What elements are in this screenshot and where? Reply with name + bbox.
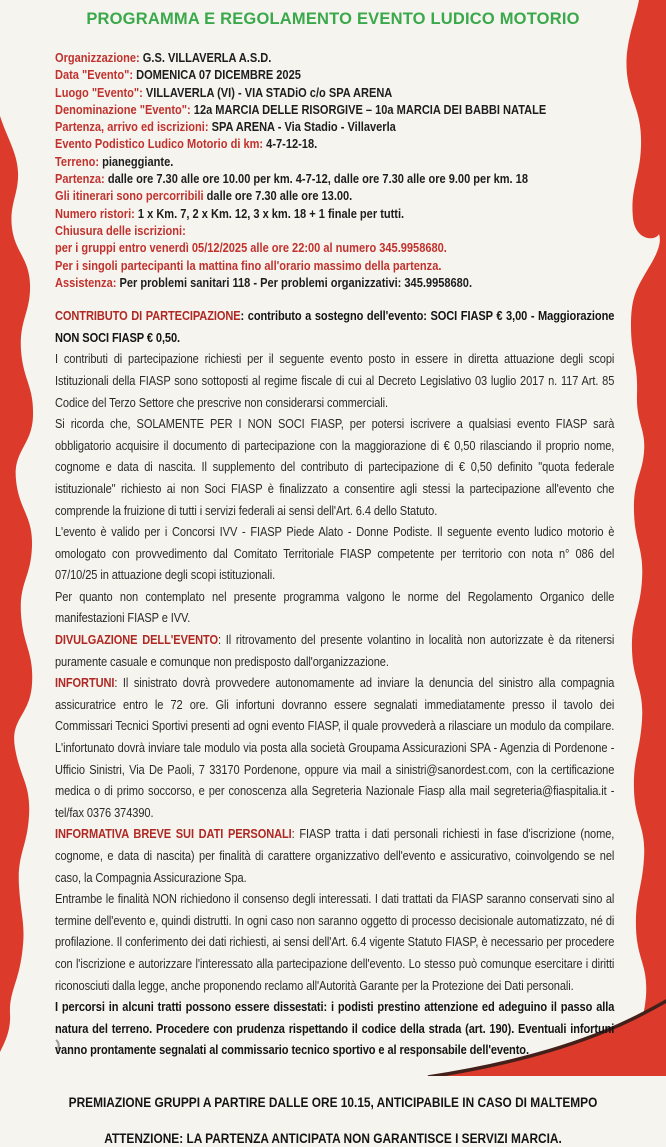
section-informativa-paragraph xyxy=(55,823,614,888)
section-infortuni-paragraph xyxy=(55,672,614,823)
info-label: Organizzazione: xyxy=(55,50,140,65)
info-line-singoli xyxy=(55,257,574,274)
info-value: 12a MARCIA DELLE RISORGIVE – 10a MARCIA DEI BABBI NATALE xyxy=(190,101,547,117)
info-label: per i gruppi entro venerdì 05/12/2025 alle ore 22:00 al numero 345.9958680. xyxy=(55,240,447,256)
info-line-data-evento xyxy=(55,66,574,83)
info-line-chiusura-iscrizioni xyxy=(55,222,574,239)
regulation-text-block xyxy=(55,305,614,1061)
info-line-orari-partenza xyxy=(55,170,574,187)
info-label: Denominazione "Evento": xyxy=(55,101,191,117)
info-label: Per i singoli partecipanti la mattina fino all'orario massimo della partenza. xyxy=(55,257,442,273)
info-label: Partenza: xyxy=(55,171,105,187)
paragraph-contributi-richiesti: I contributi di partecipazione richiesti per il seguente evento posto in essere in diretta attuazione degli scopi Istituzionali della FIASP sono sottoposti al regime fiscale di cui al Decreto Legislativo 03 luglio 2017 n. 117 Art. 85 Codice del Terzo Settore che prescrive non considerarsi commerciali. xyxy=(55,351,615,410)
section-header-contributo: CONTRIBUTO DI PARTECIPAZIONE xyxy=(55,308,241,324)
info-value: G.S. VILLAVERLA A.S.D. xyxy=(139,50,272,65)
section-lead-divulgazione: : Il ritrovamento del presente volantino in località non autorizzate è da ritenersi puramente casuale e comunque non predisposto dall'organizzazione. xyxy=(55,632,615,669)
paragraph-percorsi-warning: I percorsi in alcuni tratti possono essere dissestati: i podisti prestino attenzione ed adeguino il passo alla natura del terreno. Procedere con prudenza rispettando il codice della strada (art. 190). Eventuali infortuni vanno prontamente segnalati al commissario tecnico sportivo e al responsabile dell'evento. xyxy=(55,999,615,1058)
section-lead-informativa: : FIASP tratta i dati personali richiesti in fase d'iscrizione (nome, cognome, e data di nascita) per finalità di carattere organizzativo dell'evento e assicurativo, coinvolgendo se nel caso, la Compagnia Assicurazione Spa. xyxy=(55,826,615,885)
info-line-ristori xyxy=(55,205,574,222)
paragraph-entrambe-finalita: Entrambe le finalità NON richiedono il consenso degli interessati. I dati trattati da FIASP saranno conservati sino al termine dell'evento e, quindi distrutti. In ogni caso non saranno oggetto di processo decisionale automatizzato, né di profilazione. Il conferimento dei dati richiesti, ai sensi dell'Art. 6.4 vigente Statuto FIASP, è necessario per procedere con l'iscrizione e autorizzare l'interessato alla partecipazione dell'evento. Lo stesso può comunque esercitare i diritti riconosciuti dalla legge, anche proponendo reclamo all'Autorità Garante per la Protezione dei Dati personali. xyxy=(55,891,615,993)
section-lead-contributo: : contributo a sostegno dell'evento: SOCI FIASP € 3,00 - Maggiorazione NON SOCI FIASP € 0,50. xyxy=(55,308,615,345)
info-value: 4-7-12-18. xyxy=(263,136,318,152)
paragraph-regolamento-organico: Per quanto non contemplato nel presente programma valgono le norme del Regolamento Organico delle manifestazioni FIASP e IVV. xyxy=(55,588,615,626)
section-lead-infortuni: : Il sinistrato dovrà provvedere autonomamente ad inviare la denuncia del sinistro alla compagnia assicuratrice entro le 72 ore. Gli infortuni dovranno essere segnalati immediatamente presso il tavolo dei Commissari Tecnici Sportivi presenti ad ogni evento FIASP, il quale provvederà a rilasciare un modulo da compilare. L'infortunato dovrà inviare tale modulo via posta alla società Groupama Assicurazioni SPA - Agenzia di Pordenone - Ufficio Sinistri, Via De Paoli, 7 33170 Pordenone, oppure via mail a sinistri@sanordest.com, con la certificazione medica o di primo soccorso, e per conoscenza alla Segreteria Nazionale Fiasp alla mail segreteria@fiaspitalia.it - tel/fax 0376 374390. xyxy=(55,675,615,820)
section-header-divulgazione: DIVULGAZIONE DELL'EVENTO xyxy=(55,632,219,648)
info-line-gruppi xyxy=(55,239,574,256)
info-value: dalle ore 7.30 alle ore 10.00 per km. 4-7-12, dalle ore 7.30 alle ore 9.00 per km. 18 xyxy=(104,171,528,187)
paragraph-non-soci-fiasp: Si ricorda che, SOLAMENTE PER I NON SOCI FIASP, per potersi iscrivere a qualsiasi evento FIASP sarà obbligatorio acquisire il documento di partecipazione con la maggiorazione di € 0,50 rilasciando il proprio nome, cognome e data di nascita. Il supplemento del contributo di partecipazione di € 0,50 definito "quota federale istituzionale" richiesto ai non Soci FIASP è finalizzato a consentire agli stessi la partecipazione all'evento che comprende la fruizione di tutti i servizi federali ai sensi dell'Art. 6.4 dello Statuto. xyxy=(55,416,615,518)
page-title: PROGRAMMA E REGOLAMENTO EVENTO LUDICO MOTORIO xyxy=(86,10,580,28)
info-label: Data "Evento": xyxy=(55,67,134,83)
info-value: Per problemi sanitari 118 - Per problemi organizzativi: 345.9958680. xyxy=(116,274,473,290)
section-header-infortuni: INFORTUNI xyxy=(55,675,115,691)
info-line-denominazione xyxy=(55,101,574,118)
info-label: Evento Podistico Ludico Motorio di km: xyxy=(55,136,264,152)
info-line-assistenza xyxy=(55,274,574,291)
info-value: dalle ore 7.30 alle ore 13.00. xyxy=(203,188,353,204)
info-line-itinerari xyxy=(55,187,574,204)
info-label: Terreno: xyxy=(55,153,100,169)
info-value: VILLAVERLA (VI) - VIA STADiO c/o SPA ARENA xyxy=(142,84,393,100)
info-value: SPA ARENA - Via Stadio - Villaverla xyxy=(208,119,396,135)
info-label: Luogo "Evento": xyxy=(55,84,143,100)
info-label: Gli itinerari sono percorribili xyxy=(55,188,204,204)
info-value: DOMENICA 07 DICEMBRE 2025 xyxy=(133,67,301,83)
info-line-luogo-evento xyxy=(55,84,574,101)
info-label: Numero ristori: xyxy=(55,205,135,221)
info-label: Assistenza: xyxy=(55,274,117,290)
info-value: 1 x Km. 7, 2 x Km. 12, 3 x km. 18 + 1 finale per tutti. xyxy=(134,205,405,221)
event-info-block xyxy=(55,49,574,291)
info-line-terreno xyxy=(55,153,574,170)
info-label: Chiusura delle iscrizioni: xyxy=(55,222,186,238)
info-value: pianeggiante. xyxy=(99,153,174,169)
footer-premiazione-line: PREMIAZIONE GRUPPI A PARTIRE DALLE ORE 10.15, ANTICIPABILE IN CASO DI MALTEMPO xyxy=(68,1094,598,1110)
info-line-km xyxy=(55,135,574,152)
section-contributo-heading-paragraph xyxy=(55,305,614,348)
info-line-partenza-arrivo xyxy=(55,118,574,135)
paragraph-concorsi-ivv: L'evento è valido per i Concorsi IVV - FIASP Piede Alato - Donne Podiste. Il seguente evento ludico motorio è omologato con provvedimento dal Comitato Territoriale FIASP competente per territorio con nota n° 086 del 07/10/25 in attuazione degli scopi istituzionali. xyxy=(55,524,615,583)
footer-attenzione-line: ATTENZIONE: LA PARTENZA ANTICIPATA NON GARANTISCE I SERVIZI MARCIA. xyxy=(104,1130,562,1146)
section-divulgazione-paragraph xyxy=(55,629,614,672)
info-label: Partenza, arrivo ed iscrizioni: xyxy=(55,119,209,135)
footer-block xyxy=(40,1095,626,1147)
info-line-organizzazione xyxy=(55,49,574,66)
section-header-informativa: INFORMATIVA BREVE SUI DATI PERSONALI xyxy=(55,826,292,842)
